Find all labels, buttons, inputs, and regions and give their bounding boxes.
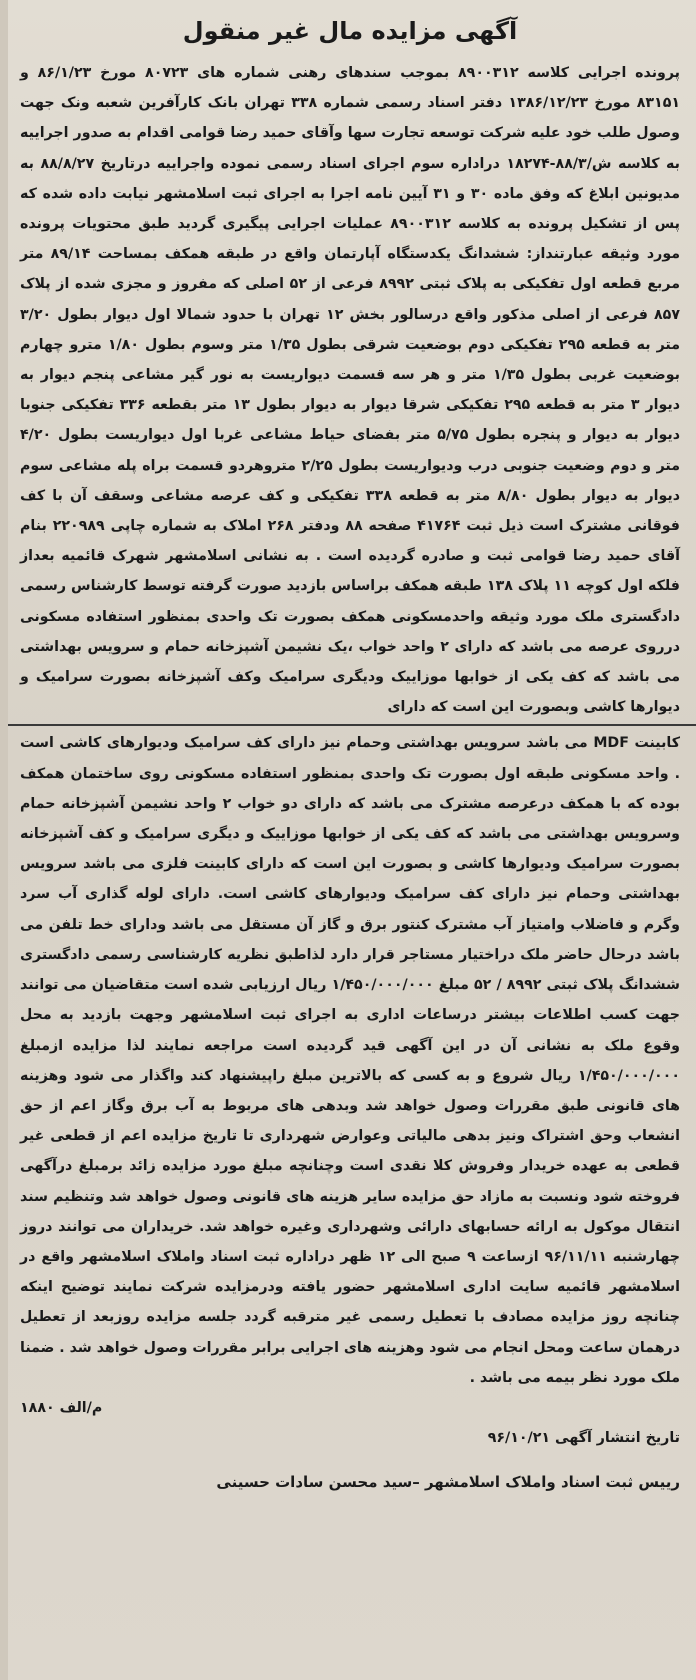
notice-meta	[20, 1393, 680, 1453]
notice-title: آگهی مزایده مال غیر منقول	[182, 17, 518, 45]
column-divider	[0, 724, 696, 726]
signature-line: رییس ثبت اسناد واملاک اسلامشهر –سید محسن سادات حسینی	[216, 1472, 680, 1491]
notice-paragraph-1: پرونده اجرایی کلاسه ۸۹۰۰۳۱۲ بموجب سندهای رهنی شماره های ۸۰۷۲۳ مورخ ۸۶/۱/۲۳ و ۸۳۱۵۱ مورخ ۱۳۸۶/۱۲/۲۳ دفتر اسناد رسمی شماره ۳۳۸ تهران بانک کارآفرین شعبه ونک جهت وصول طلب خود علیه شرکت توسعه تجارت سها وآقای حمید رضا قوامی اقدام به صدور اجراییه به کلاسه ش/۸۸/۳-۱۸۲۷۴ دراداره سوم اجرای اسناد رسمی نموده واجراییه درتاریخ ۸۸/۸/۲۷ به مدیونین ابلاغ که وفق ماده ۳۰ و ۳۱ آیین نامه اجرا به اجرای ثبت اسلامشهر نیابت داده شده که پس از تشکیل پرونده به کلاسه ۸۹۰۰۳۱۲ عملیات اجرایی پیگیری گردید طبق محتویات پرونده مورد وثیقه عبارتنداز: ششدانگ یکدستگاه آپارتمان واقع در طبقه همکف بمساحت ۸۹/۱۴ متر مربع قطعه اول تفکیکی به پلاک ثبتی ۸۹۹۲ فرعی از ۵۲ اصلی که مفروز و مجزی شده از پلاک ۸۵۷ فرعی از اصلی مذکور واقع درسالور بخش ۱۲ تهران با حدود شمالا اول دیوار بطول ۳/۲۰ متر به قطعه ۲۹۵ تفکیکی دوم بوضعیت شرقی بطول ۱/۳۵ متر وسوم بطول ۱/۸۰ مترو چهارم بوضعیت غربی بطول ۱/۳۵ متر و هر سه قسمت دیواریست به نور گیر مشاعی پنجم دیوار به دیوار ۳ متر به قطعه ۲۹۵ تفکیکی شرقا دیوار به دیوار بطول ۱۳ متر بقطعه ۳۳۶ تفکیکی جنوبا دیوار به دیوار و پنجره بطول ۵/۷۵ متر بفضای حیاط مشاعی غربا اول دیواریست بطول ۴/۲۰ متر و دوم وضعیت جنوبی درب ودیواریست بطول ۲/۲۵ متروهردو قسمت براه پله مشاعی سوم دیوار به دیوار بطول ۸/۸۰ متر به قطعه ۳۳۸ تفکیکی و کف عرصه مشاعی وسقف آن با کف فوقانی مشترک است ذیل ثبت ۴۱۷۶۴ صفحه ۸۸ ودفتر ۲۶۸ املاک به شماره چاپی ۲۲۰۹۸۹ بنام آقای حمید رضا قوامی ثبت و صادره گردیده است . به نشانی اسلامشهر شهرک قائمیه بعداز فلکه اول کوچه ۱۱ پلاک ۱۳۸ طبقه همکف براساس بازدید صورت گرفته توسط کارشناس رسمی دادگستری ملک مورد وثیقه واحدمسکونی همکف بصورت تک واحدی بمنظور استفاده مسکونی درروی عرصه می باشد که دارای ۲ واحد خواب ،یک نشیمن آشپزخانه حمام و سرویس بهداشتی می باشد که کف یکی از خوابها موزاییک ودیگری سرامیک وکف آشپزخانه بصورت سرامیک و دیوارها کاشی وبصورت این است که دارای	[20, 65, 681, 716]
publication-date: تاریخ انتشار آگهی ۹۶/۱۰/۲۱	[487, 1429, 680, 1446]
page-edge	[0, 0, 8, 1680]
notice-paragraph-2: کابینت MDF می باشد سرویس بهداشتی وحمام نیز دارای کف سرامیک ودیوارهای کاشی است . واحد مسکونی طبقه اول بصورت تک واحدی بمنظور استفاده مسکونی روی ساختمان همکف بوده که با همکف درعرصه مشترک می باشد که دارای دو خواب ۲ واحد نشیمن آشپزخانه حمام وسرویس بهداشتی می باشد که کف یکی از خوابها موزاییک و دیگری سرامیک و کف آشپزخانه بصورت سرامیک ودیوارها کاشی و بصورت این است که دارای کابینت فلزی می باشد سرویس بهداشتی وحمام نیز دارای کف سرامیک ودیوارهای کاشی است. دارای لوله گذاری آب سرد وگرم و فاضلاب وامتیاز آب مشترک کنتور برق و گاز آن مستقل می باشد ودارای خط تلفن می باشد درحال حاضر ملک دراختیار مستاجر قرار دارد لذاطبق نظریه کارشناسی رسمی دادگستری ششدانگ پلاک ثبتی ۸۹۹۲ / ۵۲ مبلغ ۱/۴۵۰/۰۰۰/۰۰۰ ریال ارزیابی شده است متقاضیان می توانند جهت کسب اطلاعات بیشتر درساعات اداری به اجرای ثبت اسلامشهر وجهت بازدید به محل وقوع ملک به نشانی آن در این آگهی قید گردیده است مراجعه نمایند لذا مزایده ازمبلغ ۱/۴۵۰/۰۰۰/۰۰۰ ریال شروع و به کسی که بالاترین مبلغ راپیشنهاد کند واگذار می شود وهزینه های قانونی طبق مقررات وصول خواهد شد وبدهی های مربوط به آب برق وگاز اعم از حق انشعاب وحق اشتراک ونیز بدهی مالیاتی وعوارض شهرداری تا تاریخ مزایده اعم از قطعی غیر قطعی به عهده خریدار وفروش کلا نقدی است وچنانچه مبلغ مورد مزایده زائد برمبلغ درآگهی فروخته شود ونسبت به مازاد حق مزایده سایر هزینه های قانونی وصول خواهد شد وتنظیم سند انتقال موکول به ارائه حسابهای دارائی وشهرداری وغیره خواهد شد. خریداران می توانند دروز چهارشنبه ۹۶/۱۱/۱۱ ازساعت ۹ صبح الی ۱۲ ظهر دراداره ثبت اسناد واملاک اسلامشهر واقع در اسلامشهر قائمیه سایت اداری اسلامشهر حضور یافته ودرمزایده شرکت نمایند توضیح اینکه چنانچه روز مزایده مصادف با تعطیل رسمی غیر مترقبه گردد جلسه مزایده روزبعد از تعطیل درهمان ساعت ومحل انجام می شود وهزینه های اجرایی برابر مقررات وصول خواهد شد . ضمنا ملک مورد نظر بیمه می باشد .	[20, 735, 681, 1386]
notice-body	[20, 58, 680, 1393]
reference-code: م/الف ۱۸۸۰	[20, 1399, 103, 1416]
